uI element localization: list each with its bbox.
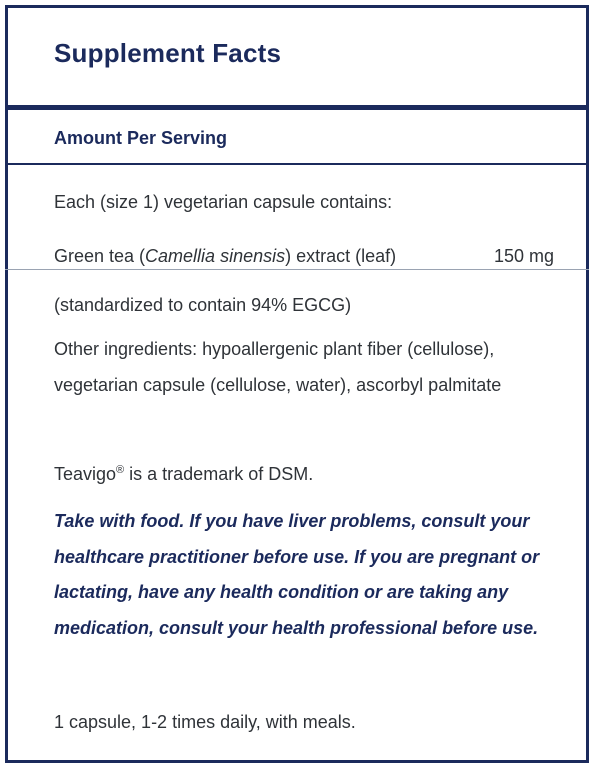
ingredient-name xyxy=(54,246,396,266)
trademark-notice xyxy=(54,462,313,486)
supplement-facts-panel xyxy=(5,5,589,763)
trademark-brand: Teavigo xyxy=(54,464,117,484)
ingredient-name-prefix: Green tea ( xyxy=(54,246,146,266)
ingredient-latin-name: Camellia sinensis xyxy=(145,246,286,266)
other-ingredients: Other ingredients: hypoallergenic plant fiber (cellulose), vegetarian capsule (cellulose, water), ascorbyl palmitate xyxy=(54,339,502,395)
ingredient-row xyxy=(54,244,554,268)
serving-divider xyxy=(8,163,586,165)
title-area xyxy=(8,8,586,105)
ingredient-name-suffix: ) extract (leaf) xyxy=(285,246,397,266)
standardization-note: (standardized to contain 94% EGCG) xyxy=(54,295,352,315)
directions: 1 capsule, 1-2 times daily, with meals. xyxy=(54,712,356,732)
ingredient-amount: 150 mg xyxy=(493,246,554,266)
warning-text: Take with food. If you have liver problems, consult your healthcare practitioner before use. If you are pregnant or lactating, have any health condition or are taking any medication, consult your health professional before use. xyxy=(54,511,540,638)
registered-symbol: ® xyxy=(116,464,125,476)
trademark-text: is a trademark of DSM. xyxy=(124,464,314,484)
title-divider xyxy=(8,105,586,110)
panel-title: Supplement Facts xyxy=(54,38,282,68)
serving-description: Each (size 1) vegetarian capsule contains: xyxy=(54,192,393,212)
amount-per-serving-heading: Amount Per Serving xyxy=(54,128,228,148)
ingredient-divider xyxy=(5,269,589,270)
